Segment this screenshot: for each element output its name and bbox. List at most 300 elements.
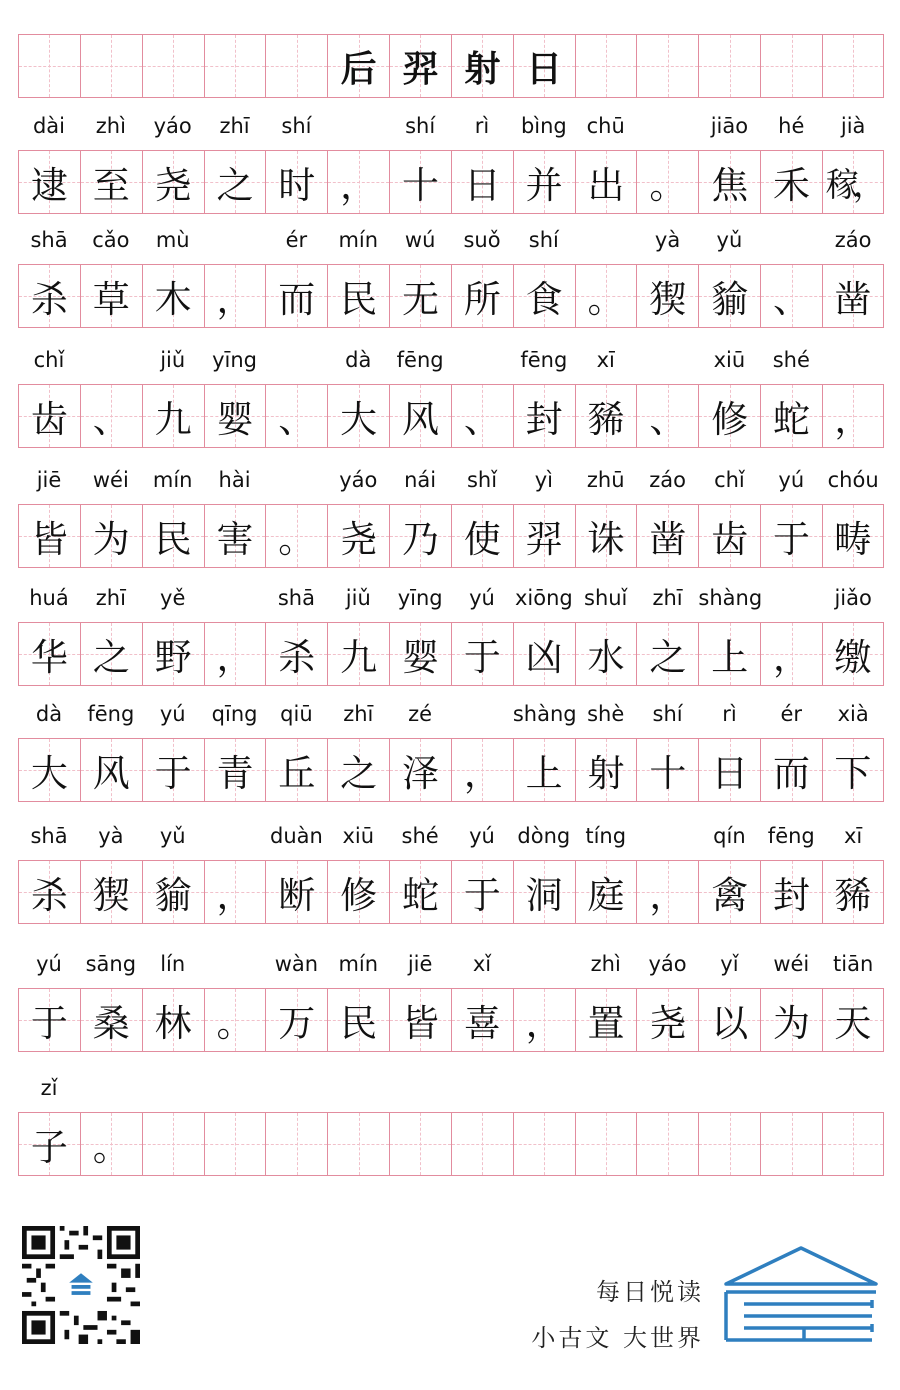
char-cell: [451, 265, 513, 327]
hanzi: 风: [401, 398, 439, 441]
char-cell: [142, 989, 204, 1051]
pinyin: shí: [405, 114, 436, 138]
char-cell: [204, 505, 266, 567]
char-cell: [698, 861, 760, 923]
title-char-text: 日: [526, 47, 563, 90]
pinyin-line: [18, 346, 884, 374]
char-cell: [451, 623, 513, 685]
hanzi: 修: [340, 874, 378, 917]
char-cell: [142, 505, 204, 567]
hanzi: 林: [154, 1002, 192, 1045]
empty-cell: [389, 1113, 451, 1175]
pinyin: jiǎo: [834, 586, 872, 610]
char-cell: [327, 505, 389, 567]
char-cell: [822, 265, 884, 327]
hanzi: ，: [216, 278, 254, 321]
pinyin: fēng: [520, 348, 568, 372]
char-cell: [575, 739, 637, 801]
pinyin: zhī: [95, 586, 126, 610]
pinyin: chǐ: [33, 348, 65, 372]
pinyin: shuǐ: [584, 586, 628, 610]
empty-cell: [760, 35, 822, 97]
hanzi: 、: [463, 398, 501, 441]
hanzi: 貐: [154, 874, 192, 917]
pinyin: dà: [345, 348, 372, 372]
pinyin: duàn: [270, 824, 323, 848]
char-cell: [204, 265, 266, 327]
hanzi: 于: [463, 874, 501, 917]
empty-cell: [80, 35, 142, 97]
character-grid-row: [18, 264, 884, 328]
char-cell: [327, 385, 389, 447]
hanzi: 上: [525, 752, 563, 795]
pinyin: jiǔ: [160, 348, 186, 372]
pinyin: xiū: [342, 824, 375, 848]
char-cell: [389, 265, 451, 327]
hanzi: 禽: [711, 874, 749, 917]
pinyin: huá: [29, 586, 69, 610]
pinyin: wéi: [773, 952, 810, 976]
char-cell: [327, 151, 389, 213]
char-cell: [265, 989, 327, 1051]
char-cell: [265, 505, 327, 567]
hanzi: 杀: [30, 278, 68, 321]
char-cell: [389, 739, 451, 801]
character-grid-row: [18, 1112, 884, 1176]
hanzi: 乃: [401, 518, 439, 561]
title-grid: [18, 34, 884, 98]
char-cell: [698, 505, 760, 567]
pinyin: fēng: [767, 824, 815, 848]
hanzi: 凿: [649, 518, 687, 561]
pinyin: wú: [404, 228, 436, 252]
hanzi: 至: [92, 164, 130, 207]
hanzi: 婴: [401, 636, 439, 679]
hanzi: 貐: [711, 278, 749, 321]
hanzi: ，: [834, 398, 872, 441]
char-cell: [451, 739, 513, 801]
pinyin: dòng: [517, 824, 571, 848]
char-cell: [142, 861, 204, 923]
hanzi: ，: [525, 1002, 563, 1045]
char-cell: [451, 151, 513, 213]
pinyin: mín: [152, 468, 193, 492]
char-cell: [698, 623, 760, 685]
char-cell: [389, 861, 451, 923]
hanzi: 大: [30, 752, 68, 795]
pinyin: zhī: [343, 702, 374, 726]
empty-cell: [142, 1113, 204, 1175]
hanzi: 豨: [834, 874, 872, 917]
hanzi: 皆: [30, 518, 68, 561]
hanzi: 庭: [587, 874, 625, 917]
pinyin: yú: [469, 824, 495, 848]
char-cell: [18, 623, 80, 685]
character-grid-row: [18, 150, 884, 214]
hanzi: 封: [525, 398, 563, 441]
pinyin: shàng: [698, 586, 763, 610]
character-grid-row: [18, 988, 884, 1052]
hanzi: 之: [216, 164, 254, 207]
hanzi: 于: [463, 636, 501, 679]
empty-cell: [265, 35, 327, 97]
empty-cell: [636, 35, 698, 97]
hanzi: 民: [340, 278, 378, 321]
char-cell: [698, 151, 760, 213]
char-cell: [327, 623, 389, 685]
hanzi: 尧: [154, 164, 192, 207]
hanzi: 并: [525, 164, 563, 207]
pinyin: zhì: [95, 114, 126, 138]
char-cell: [698, 739, 760, 801]
empty-cell: [18, 35, 80, 97]
pinyin-line: [18, 822, 884, 850]
title-char-text: 后: [340, 47, 377, 90]
hanzi: 水: [587, 636, 625, 679]
pinyin: chū: [586, 114, 625, 138]
hanzi: ，: [463, 752, 501, 795]
slogan-line-2: 小古文 大世界: [531, 1324, 704, 1352]
char-cell: [513, 505, 575, 567]
empty-cell: [575, 1113, 637, 1175]
hanzi: 皆: [401, 1002, 439, 1045]
hanzi: 诛: [587, 518, 625, 561]
char-cell: [327, 265, 389, 327]
empty-cell: [636, 1113, 698, 1175]
char-cell: [327, 989, 389, 1051]
hanzi: 婴: [216, 398, 254, 441]
char-cell: [451, 385, 513, 447]
pinyin: hé: [778, 114, 805, 138]
hanzi: 畴: [834, 518, 872, 561]
hanzi: 十: [649, 752, 687, 795]
empty-cell: [575, 35, 637, 97]
hanzi: 大: [340, 398, 378, 441]
hanzi: 九: [154, 398, 192, 441]
pinyin: shí: [652, 702, 683, 726]
char-cell: [389, 989, 451, 1051]
char-cell: [389, 505, 451, 567]
character-grid-row: [18, 504, 884, 568]
pinyin: yáo: [339, 468, 378, 492]
pinyin: yǔ: [716, 228, 743, 252]
pinyin-line: [18, 1074, 884, 1102]
hanzi: 日: [463, 164, 501, 207]
hanzi: 使: [463, 518, 501, 561]
char-cell: [204, 989, 266, 1051]
char-cell: [636, 623, 698, 685]
char-cell: [142, 623, 204, 685]
char-cell: [18, 989, 80, 1051]
hanzi: 置: [587, 1002, 625, 1045]
char-cell: [575, 385, 637, 447]
hanzi: 上: [711, 636, 749, 679]
pinyin: záo: [649, 468, 686, 492]
char-cell: [575, 861, 637, 923]
hanzi: 泽: [401, 752, 439, 795]
empty-cell: [204, 1113, 266, 1175]
pinyin: qiū: [280, 702, 313, 726]
hanzi: 修: [711, 398, 749, 441]
char-cell: [575, 989, 637, 1051]
hanzi: 、: [773, 278, 811, 321]
title-char: [389, 35, 451, 97]
hanzi: 尧: [649, 1002, 687, 1045]
char-cell: [80, 861, 142, 923]
qr-code-icon: [22, 1226, 140, 1344]
hanzi: 洞: [525, 874, 563, 917]
pinyin: shé: [401, 824, 439, 848]
pinyin: yīng: [212, 348, 258, 372]
char-cell: [822, 861, 884, 923]
hanzi: 。: [587, 278, 625, 321]
pinyin: tiān: [833, 952, 874, 976]
empty-cell: [822, 1113, 884, 1175]
pinyin: yǐ: [720, 952, 739, 976]
empty-cell: [513, 1113, 575, 1175]
hanzi: 天: [834, 1002, 872, 1045]
pinyin: nái: [404, 468, 437, 492]
pinyin: yáo: [648, 952, 687, 976]
hanzi: ，: [340, 164, 378, 207]
char-cell: [575, 265, 637, 327]
hanzi: 猰: [92, 874, 130, 917]
pinyin: yú: [778, 468, 805, 492]
char-cell: [204, 739, 266, 801]
hanzi: 风: [92, 752, 130, 795]
pinyin: shā: [30, 228, 68, 252]
char-cell: [18, 151, 80, 213]
hanzi: 野: [154, 636, 192, 679]
pinyin: qīng: [211, 702, 258, 726]
char-cell: [575, 623, 637, 685]
char-cell: [575, 505, 637, 567]
hanzi: 青: [216, 752, 254, 795]
hanzi: 封: [773, 874, 811, 917]
title-char: [451, 35, 513, 97]
pinyin-line: [18, 700, 884, 728]
hanzi: 射: [587, 752, 625, 795]
pinyin: shí: [281, 114, 312, 138]
char-cell: [80, 265, 142, 327]
char-cell: [265, 739, 327, 801]
pinyin-line: [18, 112, 884, 140]
character-grid-row: [18, 384, 884, 448]
pinyin: jià: [840, 114, 866, 138]
pinyin: fēng: [396, 348, 444, 372]
hanzi: 下: [834, 752, 872, 795]
char-cell: [265, 623, 327, 685]
char-cell: [513, 151, 575, 213]
char-cell: [80, 505, 142, 567]
char-cell: [822, 989, 884, 1051]
pinyin: zhī: [219, 114, 250, 138]
hanzi: 所: [463, 278, 501, 321]
hanzi: ，: [216, 874, 254, 917]
empty-cell: [204, 35, 266, 97]
empty-cell: [327, 1113, 389, 1175]
char-cell: [760, 265, 822, 327]
pinyin: yú: [159, 702, 186, 726]
hanzi: 为: [773, 1002, 811, 1045]
hanzi: 害: [216, 518, 254, 561]
hanzi: 焦: [711, 164, 749, 207]
char-cell: [265, 385, 327, 447]
char-cell: [80, 623, 142, 685]
char-cell: [822, 385, 884, 447]
char-cell: [636, 861, 698, 923]
char-cell: [327, 739, 389, 801]
hanzi: 于: [773, 518, 811, 561]
character-grid-row: [18, 738, 884, 802]
char-cell: [389, 151, 451, 213]
pinyin: yáo: [153, 114, 192, 138]
char-cell: [760, 385, 822, 447]
character-grid-row: [18, 622, 884, 686]
pinyin: mín: [338, 952, 379, 976]
hanzi: 子: [30, 1126, 68, 1169]
pinyin: wéi: [92, 468, 129, 492]
empty-cell: [822, 35, 884, 97]
hanzi: 豨: [587, 398, 625, 441]
hanzi: 而: [773, 752, 811, 795]
hanzi: 民: [340, 1002, 378, 1045]
char-cell: [327, 861, 389, 923]
pinyin: xǐ: [472, 952, 492, 976]
pinyin: xiū: [713, 348, 746, 372]
pinyin: shā: [30, 824, 68, 848]
slogan-line-1: 每日悦读: [596, 1278, 704, 1306]
hanzi: 出: [587, 164, 625, 207]
hanzi: 凶: [525, 636, 563, 679]
pinyin: yà: [98, 824, 124, 848]
pinyin: zhì: [590, 952, 621, 976]
pinyin-line: [18, 226, 884, 254]
pinyin: xī: [844, 824, 863, 848]
char-cell: [204, 623, 266, 685]
char-cell: [265, 861, 327, 923]
hanzi: 之: [340, 752, 378, 795]
hanzi: 蛇: [401, 874, 439, 917]
hanzi: 无: [401, 278, 439, 321]
pinyin: mín: [338, 228, 379, 252]
hanzi: 喜: [463, 1002, 501, 1045]
char-cell: [636, 989, 698, 1051]
pinyin: xiōng: [514, 586, 573, 610]
char-cell: [513, 861, 575, 923]
char-cell: [204, 385, 266, 447]
hanzi: 于: [30, 1002, 68, 1045]
hanzi: 以: [711, 1002, 749, 1045]
pinyin-line: [18, 466, 884, 494]
hanzi: 桑: [92, 1002, 130, 1045]
pinyin: jiǔ: [345, 586, 371, 610]
char-cell: [265, 151, 327, 213]
pinyin: tíng: [585, 824, 627, 848]
char-cell: [18, 265, 80, 327]
pinyin: ér: [285, 228, 308, 252]
hanzi: 十: [401, 164, 439, 207]
hanzi: 之: [92, 636, 130, 679]
hanzi: 时: [278, 164, 316, 207]
pinyin: xī: [596, 348, 615, 372]
char-cell: [142, 385, 204, 447]
pinyin: zhū: [586, 468, 625, 492]
pinyin-line: [18, 950, 884, 978]
pinyin: cǎo: [92, 228, 130, 252]
hanzi: 缴: [834, 636, 872, 679]
pinyin: xià: [837, 702, 869, 726]
char-cell: [18, 505, 80, 567]
char-cell: [760, 151, 822, 213]
hanzi: 稼，: [825, 164, 880, 204]
char-cell: [80, 151, 142, 213]
char-cell: [513, 623, 575, 685]
pinyin: yīng: [397, 586, 443, 610]
pinyin: zhī: [652, 586, 683, 610]
pinyin: chǐ: [714, 468, 745, 492]
pinyin: sāng: [85, 952, 137, 976]
pinyin: chóu: [827, 468, 879, 492]
pinyin: bìng: [520, 114, 567, 138]
hanzi: 、: [649, 398, 687, 441]
pinyin: lín: [160, 952, 186, 976]
char-cell: [636, 385, 698, 447]
hanzi: ，: [773, 636, 811, 679]
pinyin: yà: [654, 228, 681, 252]
pinyin: shé: [772, 348, 810, 372]
hanzi: 逮: [30, 164, 68, 207]
char-cell: [822, 505, 884, 567]
pinyin: jiē: [36, 468, 62, 492]
pinyin: yì: [534, 468, 553, 492]
pinyin: záo: [834, 228, 872, 252]
hanzi: 。: [92, 1126, 130, 1169]
char-cell: [636, 151, 698, 213]
hanzi: 尧: [340, 518, 378, 561]
hanzi: 齿: [30, 398, 68, 441]
empty-cell: [451, 1113, 513, 1175]
pinyin: shàng: [512, 702, 577, 726]
char-cell: [18, 739, 80, 801]
char-cell: [80, 385, 142, 447]
hanzi: 日: [711, 752, 749, 795]
pinyin: rì: [722, 702, 737, 726]
hanzi: 齿: [711, 518, 749, 561]
char-cell: [760, 623, 822, 685]
hanzi: 万: [278, 1002, 316, 1045]
pinyin: jiāo: [710, 114, 749, 138]
hanzi: ，: [649, 874, 687, 917]
pinyin: shǐ: [466, 468, 498, 492]
pinyin: yú: [36, 952, 62, 976]
char-cell: [636, 505, 698, 567]
footer: [0, 1210, 900, 1370]
empty-cell: [142, 35, 204, 97]
hanzi: 食: [525, 278, 563, 321]
char-cell: [142, 151, 204, 213]
hanzi: 为: [92, 518, 130, 561]
title-char-text: 羿: [402, 47, 439, 90]
pinyin: jiē: [407, 952, 433, 976]
char-cell: [513, 385, 575, 447]
char-cell: [389, 623, 451, 685]
char-cell: [80, 1113, 142, 1175]
char-cell: [822, 739, 884, 801]
char-cell: [698, 989, 760, 1051]
hanzi: 猰: [649, 278, 687, 321]
hanzi: 、: [92, 398, 130, 441]
